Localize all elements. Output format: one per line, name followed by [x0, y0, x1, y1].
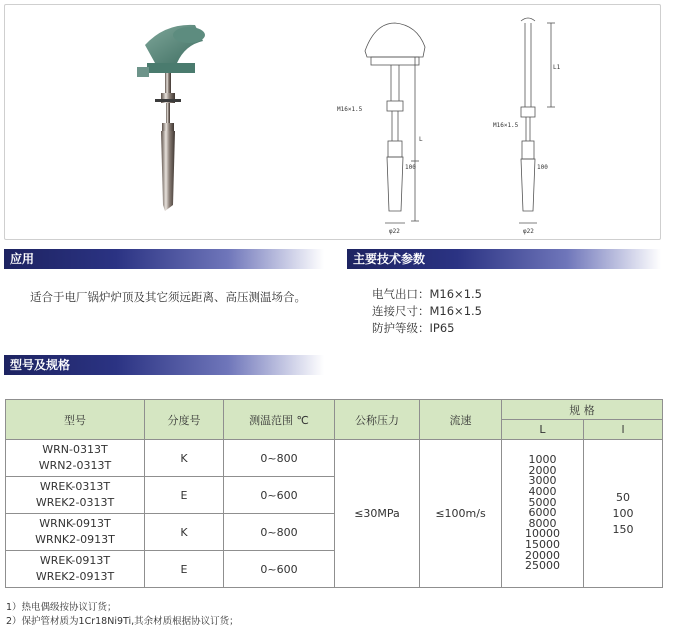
spec-label: 电气出口：: [372, 287, 430, 301]
model-code: WRNK2-0913T: [35, 533, 115, 546]
model-code: WREK-0313T: [39, 480, 111, 493]
header-spec: 规 格: [502, 400, 663, 420]
footnote: 2）保护管材质为1Cr18Ni9Ti,其余材质根据协议订货；: [6, 616, 239, 627]
table-row: [6, 440, 663, 477]
length-value: 20000: [525, 548, 560, 562]
length-L-values: [502, 440, 584, 588]
length-value: 3000: [528, 474, 557, 488]
drawing-label-diameter-2: φ22: [523, 228, 534, 235]
model-cell: [6, 551, 145, 588]
section-title-application: 应用: [4, 249, 324, 269]
spec-value: IP65: [429, 321, 455, 335]
header-grade: 分度号: [145, 400, 224, 440]
model-code: WRN-0313T: [42, 443, 108, 456]
length-l-values: [584, 440, 663, 588]
spec-item: [372, 286, 482, 303]
header-length-l: l: [584, 420, 663, 440]
dimension-drawing-2: [485, 11, 575, 241]
flow-cell: ≤100m/s: [420, 440, 502, 588]
length-value: 25000: [525, 559, 560, 573]
drawing-label-diameter: φ22: [389, 228, 400, 235]
length-value: 1000: [528, 453, 557, 467]
length-value: 150: [612, 522, 634, 536]
length-value: 50: [616, 490, 630, 504]
application-text: 适合于电厂锅炉炉顶及其它须远距离、高压测温场合。: [30, 290, 306, 304]
spec-item: [372, 303, 482, 320]
model-code: WREK-0913T: [39, 554, 111, 567]
dimension-drawing-1: [335, 11, 455, 241]
length-value: 2000: [528, 463, 557, 477]
model-code: WRNK-0913T: [39, 517, 111, 530]
model-cell: [6, 440, 145, 477]
drawing-label-100: 100: [405, 164, 416, 171]
range-cell: 0~800: [224, 514, 335, 551]
grade-cell: K: [145, 514, 224, 551]
spec-label: 连接尺寸：: [372, 304, 430, 318]
drawing-label-l1: L1: [553, 64, 561, 71]
grade-cell: E: [145, 551, 224, 588]
length-value: 10000: [525, 527, 560, 541]
grade-cell: K: [145, 440, 224, 477]
model-code: WREK2-0313T: [35, 496, 115, 509]
drawing-label-100-2: 100: [537, 164, 548, 171]
length-value: 5000: [528, 495, 557, 509]
length-value: 8000: [528, 516, 557, 530]
range-cell: 0~600: [224, 551, 335, 588]
spec-label: 防护等级：: [372, 321, 430, 335]
spec-list: [372, 286, 482, 337]
product-image-panel: [4, 4, 661, 240]
header-length-L: L: [502, 420, 584, 440]
header-model: 型号: [6, 400, 145, 440]
footnotes: [6, 601, 239, 629]
drawing-label-l: L: [419, 136, 423, 143]
range-cell: 0~600: [224, 477, 335, 514]
section-title-specs: 主要技术参数: [347, 249, 661, 269]
drawing-label-m16: M16×1.5: [337, 106, 363, 113]
model-code: WRN2-0313T: [38, 459, 112, 472]
thermocouple-photo: [125, 15, 285, 215]
spec-value: M16×1.5: [429, 304, 482, 318]
range-cell: 0~800: [224, 440, 335, 477]
model-code: WREK2-0913T: [35, 570, 115, 583]
length-value: 4000: [528, 485, 557, 499]
model-cell: [6, 514, 145, 551]
length-value: 100: [612, 506, 634, 520]
footnote: 1）热电偶级按协议订货；: [6, 602, 117, 613]
header-pressure: 公称压力: [335, 400, 420, 440]
header-flow: 流速: [420, 400, 502, 440]
header-range: 测温范围 ℃: [224, 400, 335, 440]
grade-cell: E: [145, 477, 224, 514]
drawing-label-m16-2: M16×1.5: [493, 122, 519, 129]
length-value: 6000: [528, 506, 557, 520]
model-cell: [6, 477, 145, 514]
model-spec-table: [5, 399, 663, 588]
spec-value: M16×1.5: [429, 287, 482, 301]
section-title-models: 型号及规格: [4, 355, 324, 375]
pressure-cell: ≤30MPa: [335, 440, 420, 588]
length-value: 15000: [525, 537, 560, 551]
spec-item: [372, 320, 482, 337]
